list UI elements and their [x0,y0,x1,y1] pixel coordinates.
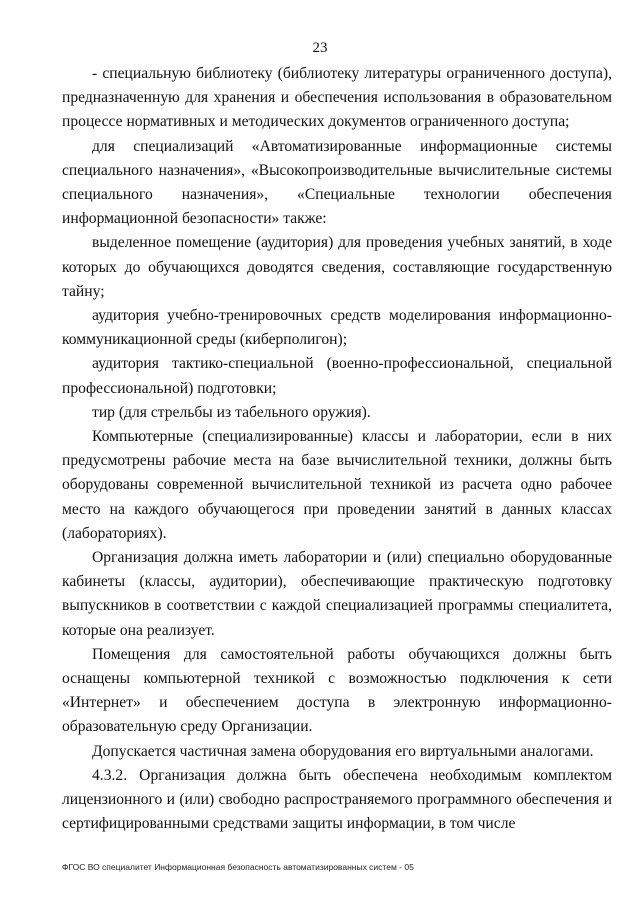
paragraph-specializations: для специализаций «Автоматизированные информационные системы специального назначения», «Высокопроизводительные вычислительные системы специального назначения», «Специальные технологии обеспечения информационной безопасности» также: [62,137,612,228]
document-body [62,62,612,837]
paragraph-laboratories: Организация должна иметь лаборатории и (или) специально оборудованные кабинеты (классы, аудитории), обеспечивающие практическую подготовку выпускников в соответствии с каждой специализацией программы специалитета, которые она реализует. [62,549,612,639]
page-number: 23 [312,40,328,56]
paragraph-software-4-3-2: 4.3.2. Организация должна быть обеспечена необходимым комплектом лицензионного и (или) свободно распространяемого программного обеспечения и сертифицированными средствами защиты информации, в том числе [62,766,612,833]
paragraph-self-study-rooms: Помещения для самостоятельной работы обучающихся должны быть оснащены компьютерной техникой с возможностью подключения к сети «Интернет» и обеспечением доступа в электронную информационно-образовательную среду Организации. [62,645,612,736]
paragraph-secure-room: выделенное помещение (аудитория) для проведения учебных занятий, в ходе которых до обучающихся доводятся сведения, составляющие государственную тайну; [62,234,612,300]
paragraph-shooting-range: тир (для стрельбы из табельного оружия). [92,403,371,421]
paragraph-virtual-analogs: Допускается частичная замена оборудования его виртуальными аналогами. [92,742,594,760]
paragraph-special-library: - специальную библиотеку (библиотеку литературы ограниченного доступа), предназначенную для хранения и обеспечения использования в образовательном процессе нормативных и методических документов ограниченного доступа; [62,65,612,131]
paragraph-tactical-room: аудитория тактико-специальной (военно-профессиональной, специальной профессиональной) подготовки; [62,355,612,397]
page-footer: ФГОС ВО специалитет Информационная безопасность автоматизированных систем - 05 [62,862,414,872]
paragraph-computer-classes: Компьютерные (специализированные) классы и лаборатории, если в них предусмотрены рабочие места на базе вычислительной техники, должны быть оборудованы современной вычислительной техникой из расчета одно рабочее место на каждого обучающегося при проведении занятий в данных классах (лабораториях). [62,428,612,542]
paragraph-cyber-range: аудитория учебно-тренировочных средств моделирования информационно-коммуникационной среды (киберполигон); [62,307,612,349]
